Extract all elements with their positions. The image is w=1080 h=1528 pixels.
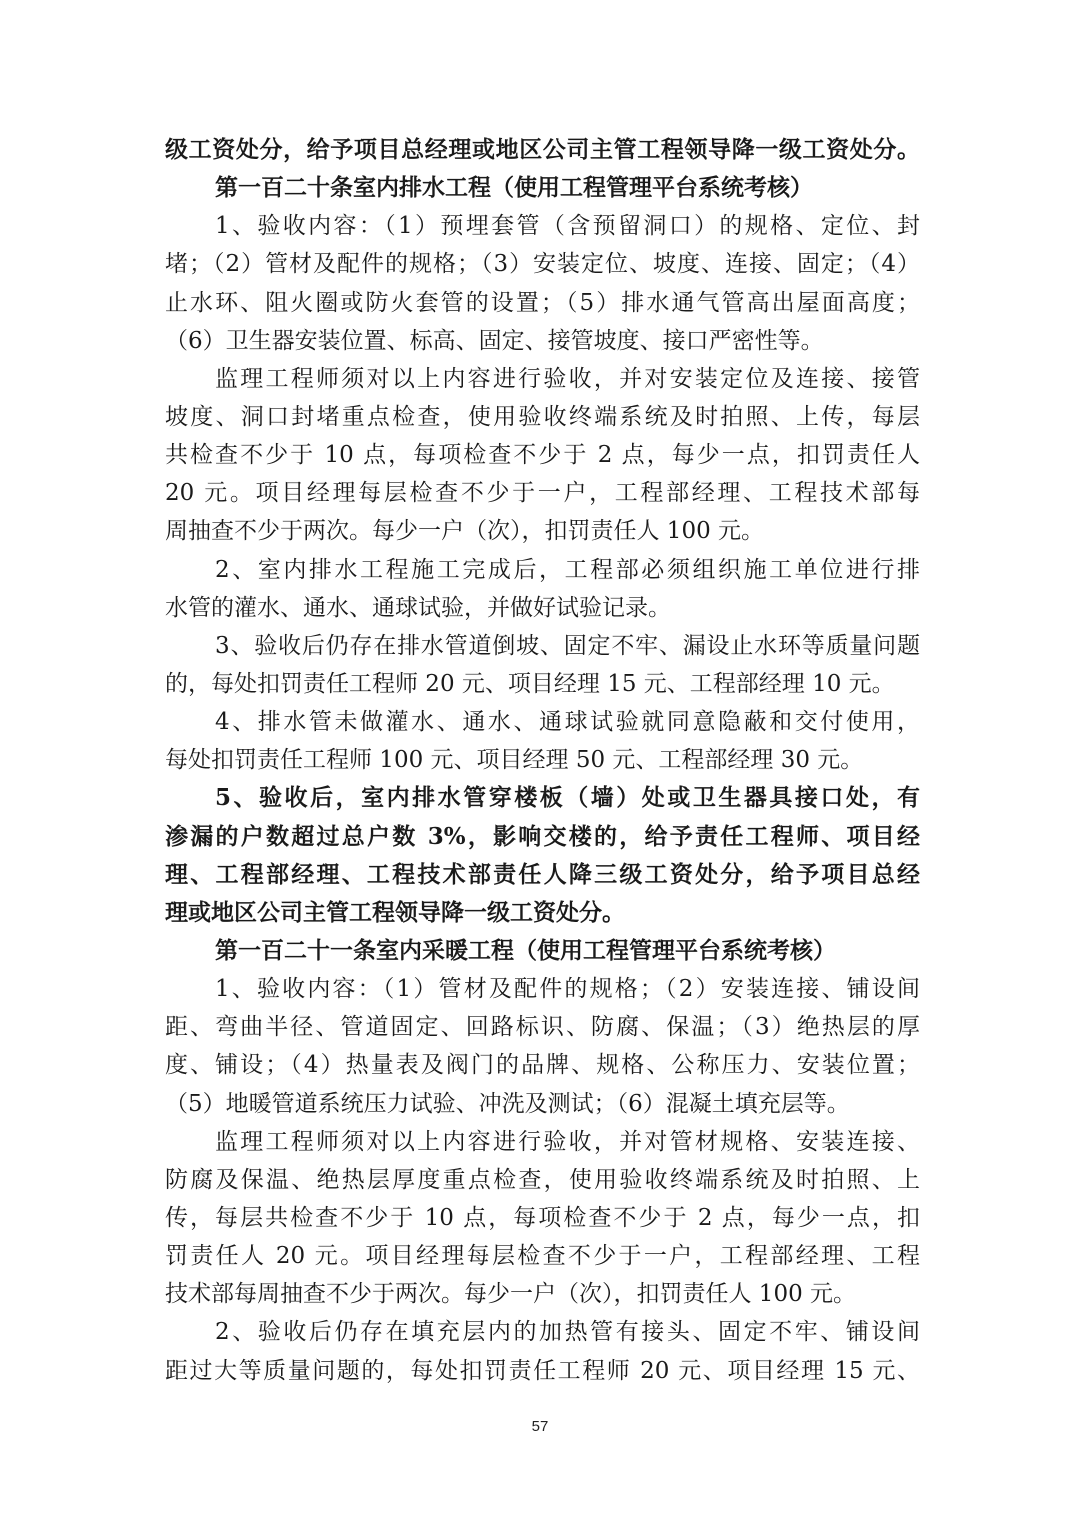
- text-line: 第一百二十一条室内采暖工程（使用工程管理平台系统考核）: [215, 936, 836, 964]
- text-line: 5、验收后，室内排水管穿楼板（墙）处或卫生器具接口处，有: [215, 784, 920, 812]
- text-line: 每处扣罚责任工程师 100 元、项目经理 50 元、工程部经理 30 元。: [165, 747, 864, 774]
- text-line: 监理工程师须对以上内容进行验收，并对管材规格、安装连接、: [215, 1128, 920, 1155]
- text-line: 周抽查不少于两次。每少一户（次），扣罚责任人 100 元。: [165, 518, 765, 545]
- document-body: [165, 131, 920, 1390]
- text-line: 理、工程部经理、工程技术部责任人降三级工资处分，给予项目总经: [165, 860, 920, 888]
- text-line: （5）地暖管道系统压力试验、冲洗及测试；（6）混凝土填充层等。: [165, 1090, 850, 1117]
- text-line: 渗漏的户数超过总户数 3%，影响交楼的，给予责任工程师、项目经: [165, 822, 920, 850]
- text-line: 共检查不少于 10 点，每项检查不少于 2 点，每少一点，扣罚责任人: [165, 442, 920, 469]
- text-line: 坡度、洞口封堵重点检查，使用验收终端系统及时拍照、上传，每层: [165, 403, 920, 430]
- text-line: 罚责任人 20 元。项目经理每层检查不少于一户，工程部经理、工程: [165, 1243, 920, 1270]
- text-line: 监理工程师须对以上内容进行验收，并对安装定位及连接、接管: [215, 365, 920, 392]
- text-line: （6）卫生器安装位置、标高、固定、接管坡度、接口严密性等。: [165, 327, 824, 354]
- page-number: 57: [531, 1418, 549, 1435]
- text-line: 理或地区公司主管工程领导降一级工资处分。: [165, 898, 625, 926]
- text-line: 1、验收内容：（1）预埋套管（含预留洞口）的规格、定位、封: [215, 213, 920, 240]
- text-line: 第一百二十条室内排水工程（使用工程管理平台系统考核）: [215, 174, 813, 202]
- text-line: 技术部每周抽查不少于两次。每少一户（次），扣罚责任人 100 元。: [165, 1281, 857, 1308]
- text-line: 水管的灌水、通水、通球试验，并做好试验记录。: [165, 594, 671, 621]
- text-line: 距、弯曲半径、管道固定、回路标识、防腐、保温；（3）绝热层的厚: [165, 1014, 920, 1041]
- text-line: 1、验收内容：（1）管材及配件的规格；（2）安装连接、铺设间: [215, 976, 920, 1003]
- text-line: 的，每处扣罚责任工程师 20 元、项目经理 15 元、工程部经理 10 元。: [165, 670, 895, 697]
- text-line: 2、验收后仍存在填充层内的加热管有接头、固定不牢、铺设间: [215, 1319, 920, 1346]
- text-line: 传，每层共检查不少于 10 点，每项检查不少于 2 点，每少一点，扣: [165, 1204, 920, 1231]
- text-line: 3、验收后仍存在排水管道倒坡、固定不牢、漏设止水环等质量问题: [215, 632, 920, 659]
- text-line: 4、排水管未做灌水、通水、通球试验就同意隐蔽和交付使用，: [215, 709, 920, 736]
- text-line: 度、铺设；（4）热量表及阀门的品牌、规格、公称压力、安装位置；: [165, 1052, 920, 1079]
- text-line: 级工资处分，给予项目总经理或地区公司主管工程领导降一级工资处分。: [165, 136, 920, 163]
- text-line: 防腐及保温、绝热层厚度重点检查，使用验收终端系统及时拍照、上: [165, 1166, 920, 1193]
- text-line: 止水环、阻火圈或防火套管的设置；（5）排水通气管高出屋面高度；: [165, 289, 920, 316]
- text-line: 2、室内排水工程施工完成后，工程部必须组织施工单位进行排: [215, 556, 920, 583]
- text-line: 堵；（2）管材及配件的规格；（3）安装定位、坡度、连接、固定；（4）: [165, 251, 920, 278]
- text-line: 20 元。项目经理每层检查不少于一户，工程部经理、工程技术部每: [165, 480, 920, 507]
- text-line: 距过大等质量问题的，每处扣罚责任工程师 20 元、项目经理 15 元、: [165, 1357, 920, 1384]
